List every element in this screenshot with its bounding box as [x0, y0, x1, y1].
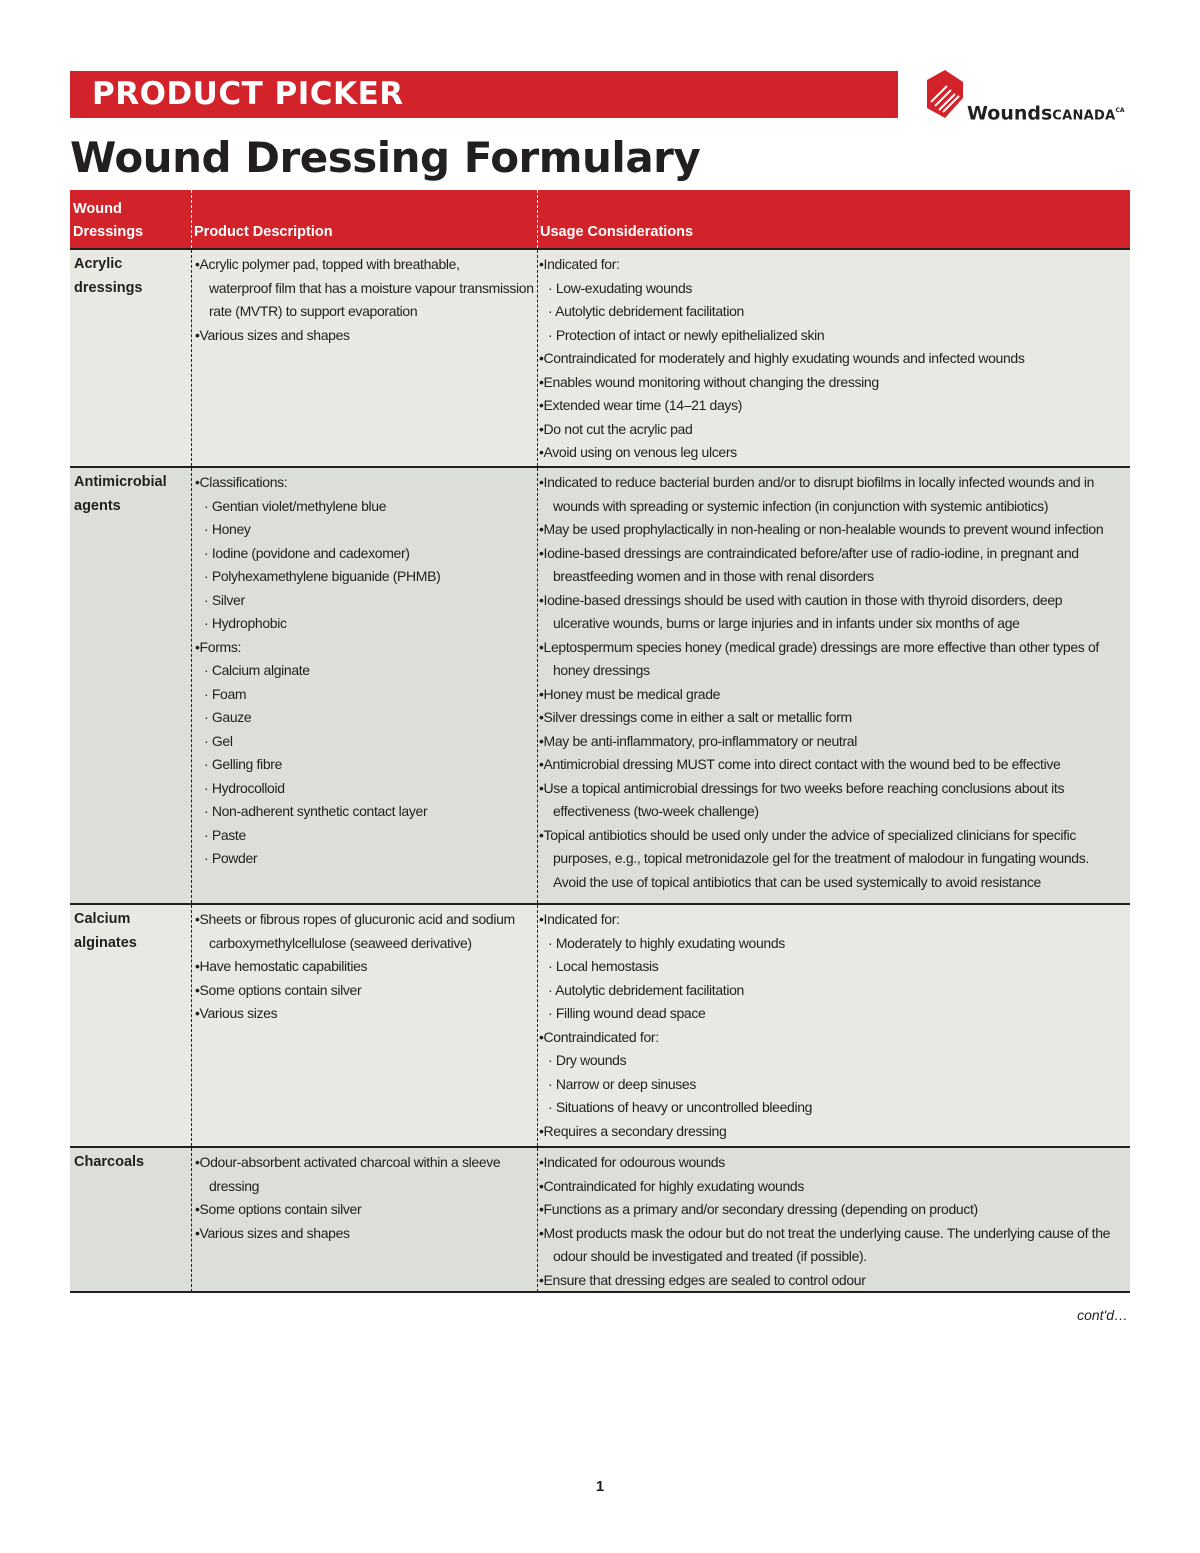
cell-line: •Have hemostatic capabilities: [195, 958, 368, 974]
cell-line: Charcoals: [74, 1154, 145, 1170]
cell-line: waterproof film that has a moisture vapour transmission: [209, 279, 534, 296]
dressing-name: [74, 908, 184, 955]
cell-line: •Some options contain silver: [195, 981, 362, 998]
cell-line: Calcium: [74, 911, 131, 927]
cell-line: •Various sizes and shapes: [195, 1224, 350, 1241]
cell-line: •Contraindicated for highly exudating wounds: [539, 1177, 805, 1194]
cell-line: •Leptospermum species honey (medical grade) dressings are more effective than other types of: [539, 638, 1099, 655]
cell-line: •Iodine-based dressings should be used with caution in those with thyroid disorders, deep: [539, 591, 1063, 608]
cell-line: •Topical antibiotics should be used only under the advice of specialized clinicians for specific: [539, 826, 1077, 843]
column-divider: [191, 905, 192, 1146]
usage-considerations: [539, 1151, 1129, 1292]
cell-line: · Powder: [204, 850, 258, 866]
logo-mark-icon: [925, 68, 965, 120]
page-number: 1: [595, 1478, 605, 1495]
table-bottom-rule: [70, 1291, 1130, 1293]
column-divider: [191, 250, 192, 466]
cell-line: honey dressings: [553, 662, 650, 678]
cell-line: · Non-adherent synthetic contact layer: [204, 803, 428, 819]
cell-line: · Foam: [204, 685, 247, 702]
dressing-name: [74, 471, 184, 518]
logo-wordmark: WoundsCANADA$^{CA}$: [967, 102, 1125, 125]
cell-line: •Forms:: [195, 638, 242, 655]
column-divider: [191, 468, 192, 903]
product-description: [195, 1151, 535, 1245]
cell-line: •Silver dressings come in either a salt or metallic form: [539, 709, 852, 725]
cell-line: · Gauze: [204, 709, 252, 725]
cell-line: · Protection of intact or newly epithelialized skin: [548, 326, 825, 343]
cell-line: · Paste: [204, 826, 246, 843]
product-description: [195, 908, 535, 1026]
column-divider: [537, 250, 538, 466]
usage-considerations: [539, 253, 1129, 465]
cell-line: Avoid the use of topical antibiotics that can be used systemically to avoid resistance: [553, 873, 1041, 890]
cell-line: •Indicated for:: [539, 911, 620, 927]
cell-line: •Contraindicated for:: [539, 1028, 659, 1045]
cell-line: Antimicrobial: [74, 474, 167, 490]
cell-line: •Contraindicated for moderately and highly exudating wounds and infected wounds: [539, 350, 1025, 366]
cell-line: · Honey: [204, 521, 251, 537]
cell-line: rate (MVTR) to support evaporation: [209, 303, 418, 319]
formulary-table: [70, 190, 1130, 1292]
cell-line: wounds with spreading or systemic infection (in conjunction with systemic antibiotics): [553, 497, 1049, 514]
cell-line: · Silver: [204, 591, 245, 608]
cell-line: · Situations of heavy or uncontrolled bleeding: [548, 1099, 813, 1115]
cell-line: · Autolytic debridement facilitation: [548, 981, 744, 998]
cell-line: •Ensure that dressing edges are sealed to control odour: [539, 1271, 866, 1288]
cell-line: •Do not cut the acrylic pad: [539, 420, 693, 437]
cell-line: •May be anti-inflammatory, pro-inflammatory or neutral: [539, 732, 857, 749]
cell-line: · Gentian violet/methylene blue: [204, 497, 387, 514]
cell-line: •Classifications:: [195, 474, 288, 490]
cell-line: effectiveness (two-week challenge): [553, 803, 759, 819]
table-body: [70, 248, 1130, 1292]
cell-line: •Extended wear time (14–21 days): [539, 397, 743, 413]
product-description: [195, 471, 535, 871]
cell-line: · Polyhexamethylene biguanide (PHMB): [204, 568, 441, 584]
cell-line: agents: [74, 497, 121, 514]
cell-line: · Dry wounds: [548, 1052, 627, 1068]
cell-line: •Requires a secondary dressing: [539, 1122, 727, 1139]
usage-considerations: [539, 908, 1129, 1143]
column-divider: [191, 1148, 192, 1292]
header-product-description: Product Description: [194, 224, 333, 240]
cell-line: · Hydrophobic: [204, 615, 287, 631]
page-title: Wound Dressing Formulary: [70, 133, 701, 182]
cell-line: •Functions as a primary and/or secondary dressing (depending on product): [539, 1201, 978, 1217]
cell-line: · Gelling fibre: [204, 756, 283, 772]
cell-line: · Hydrocolloid: [204, 779, 285, 796]
cell-line: •Enables wound monitoring without changing the dressing: [539, 373, 879, 390]
usage-considerations: [539, 471, 1129, 894]
cell-line: •Iodine-based dressings are contraindicated before/after use of radio-iodine, in pregnant and: [539, 544, 1079, 561]
cell-line: · Moderately to highly exudating wounds: [548, 934, 785, 951]
banner: [70, 71, 898, 118]
cell-line: · Narrow or deep sinuses: [548, 1075, 696, 1092]
cell-line: · Low-exudating wounds: [548, 279, 693, 296]
cell-line: · Gel: [204, 732, 233, 749]
cell-line: •Odour-absorbent activated charcoal within a sleeve: [195, 1154, 501, 1170]
cell-line: alginates: [74, 934, 137, 951]
product-description: [195, 253, 535, 347]
cell-line: •Various sizes: [195, 1005, 278, 1021]
cell-line: Acrylic: [74, 256, 123, 272]
continued-note: cont'd…: [1077, 1307, 1128, 1323]
cell-line: carboxymethylcellulose (seaweed derivative): [209, 934, 472, 951]
cell-line: · Local hemostasis: [548, 958, 659, 974]
cell-line: •Various sizes and shapes: [195, 326, 350, 343]
column-divider: [537, 1148, 538, 1292]
banner-title: PRODUCT PICKER: [92, 76, 404, 112]
cell-line: · Calcium alginate: [204, 662, 310, 678]
cell-line: ulcerative wounds, burns or large injuries and in infants under six months of age: [553, 615, 1020, 631]
cell-line: •Indicated to reduce bacterial burden and/or to disrupt biofilms in locally infected wounds and in: [539, 474, 1095, 490]
column-divider: [537, 905, 538, 1146]
wounds-canada-logo: [925, 68, 1135, 124]
cell-line: •Indicated for odourous wounds: [539, 1154, 725, 1170]
table-header: [70, 190, 1130, 248]
cell-line: •Indicated for:: [539, 256, 620, 272]
table-row: [70, 248, 1130, 466]
cell-line: •Most products mask the odour but do not treat the underlying cause. The underlying cause of the: [539, 1224, 1111, 1241]
cell-line: •Sheets or fibrous ropes of glucuronic acid and sodium: [195, 911, 515, 927]
column-divider: [537, 468, 538, 903]
cell-line: purposes, e.g., topical metronidazole gel for the treatment of malodour in fungating wounds.: [553, 850, 1089, 866]
column-divider: [537, 190, 538, 248]
header-wound-dressings: Wound Dressings: [73, 201, 144, 240]
cell-line: •Some options contain silver: [195, 1201, 362, 1217]
cell-line: •Avoid using on venous leg ulcers: [539, 444, 737, 460]
table-row: [70, 466, 1130, 903]
cell-line: •Acrylic polymer pad, topped with breathable,: [195, 256, 460, 272]
table-row: [70, 903, 1130, 1146]
cell-line: · Iodine (povidone and cadexomer): [204, 544, 410, 561]
cell-line: · Autolytic debridement facilitation: [548, 303, 744, 319]
cell-line: breastfeeding women and in those with renal disorders: [553, 568, 874, 584]
cell-line: •Antimicrobial dressing MUST come into direct contact with the wound bed to be effective: [539, 756, 1061, 772]
cell-line: •Use a topical antimicrobial dressings for two weeks before reaching conclusions about its: [539, 779, 1065, 796]
dressing-name: [74, 253, 184, 300]
cell-line: odour should be investigated and treated (if possible).: [553, 1248, 867, 1264]
column-divider: [191, 190, 192, 248]
cell-line: · Filling wound dead space: [548, 1005, 706, 1021]
table-row: [70, 1146, 1130, 1292]
cell-line: •May be used prophylactically in non-healing or non-healable wounds to prevent wound infection: [539, 521, 1104, 537]
header-usage-considerations: Usage Considerations: [540, 224, 694, 240]
cell-line: dressings: [74, 279, 143, 296]
cell-line: dressing: [209, 1177, 260, 1194]
cell-line: •Honey must be medical grade: [539, 685, 721, 702]
dressing-name: [74, 1151, 184, 1175]
